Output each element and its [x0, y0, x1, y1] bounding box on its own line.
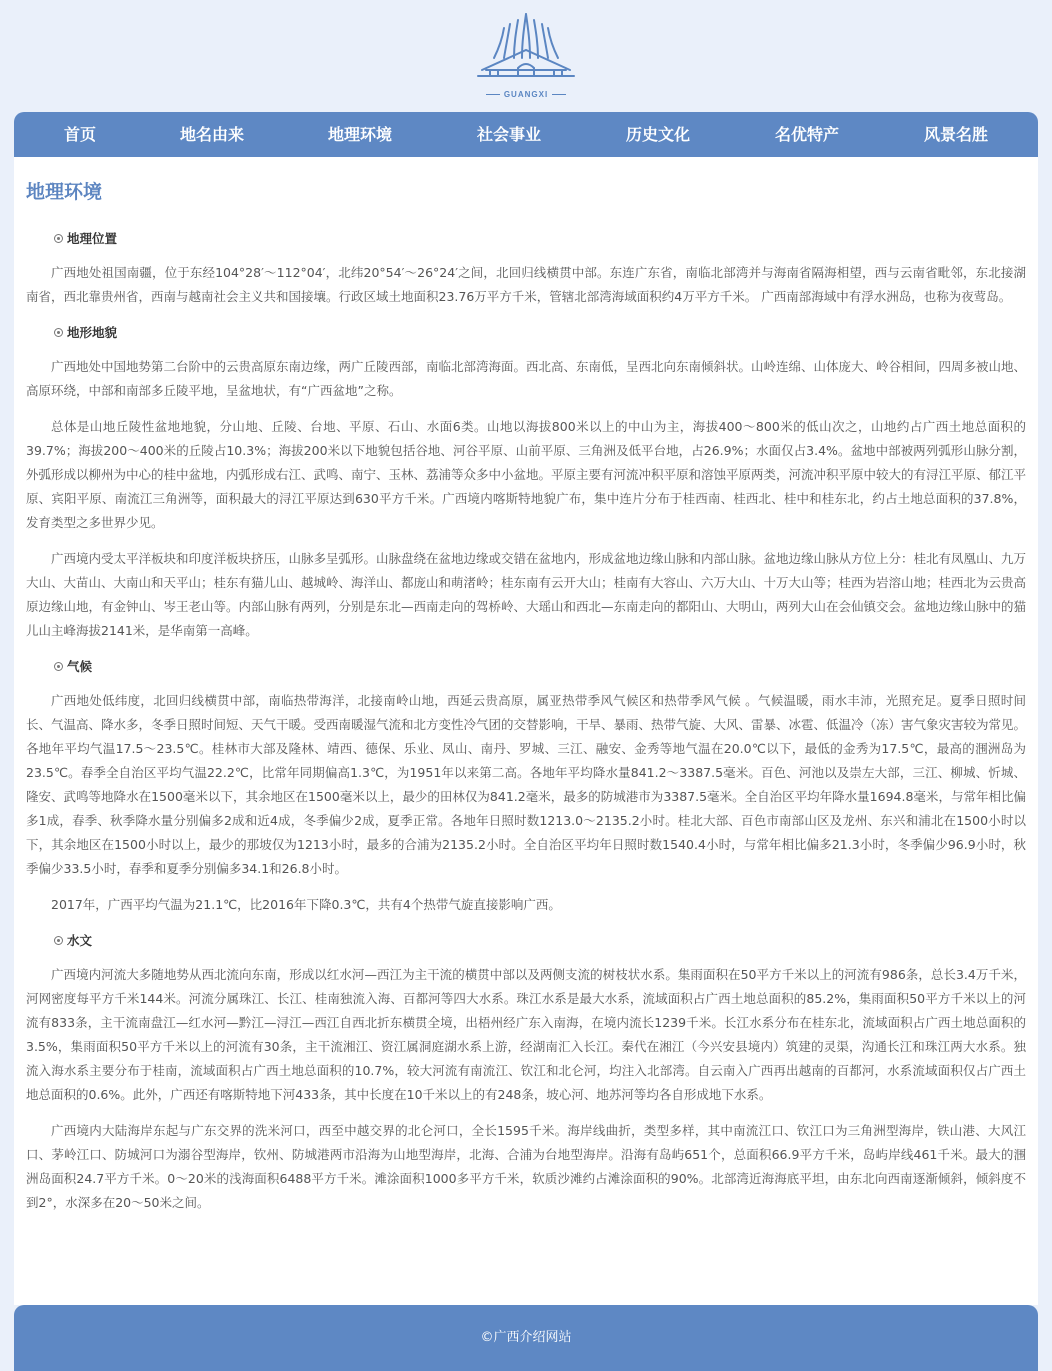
section-terrain: [26, 321, 1026, 643]
footer: [14, 1305, 1038, 1371]
paragraph: 广西境内河流大多随地势从西北流向东南，形成以红水河—西江为主干流的横贯中部以及两侧支流的树枝状水系。集雨面积在50平方千米以上的河流有986条，总长3.4万千米，河网密度每平方千米144米。河流分属珠江、长江、桂南独流入海、百都河等四大水系。珠江水系是最大水系，流域面积占广西土地总面积的85.2%，集雨面积50平方千米以上的河流有833条，主干流南盘江—红水河—黔江—浔江—西江自西北折东横贯全境，出梧州经广东入南海，在境内流长1239千米。长江水系分布在桂东北，流域面积占广西土地总面积的3.5%，集雨面积50平方千米以上的河流有30条，主干流湘江、资江属洞庭湖水系上游，经湖南汇入长江。秦代在湘江（今兴安县境内）筑建的灵渠，沟通长江和珠江两大水系。独流入海水系主要分布于桂南，流域面积占广西土地总面积的10.7%，较大河流有南流江、钦江和北仑河，均注入北部湾。自云南入广西再出越南的百都河，水系流域面积仅占广西土地总面积的0.6%。此外，广西还有喀斯特地下河433条，其中长度在10千米以上的有248条，坡心河、地苏河等均各自形成地下水系。: [26, 967, 1026, 1102]
section-location: [26, 227, 1026, 309]
logo-line-right: [552, 94, 566, 95]
section-title: [54, 321, 1026, 345]
nav-item-geography[interactable]: 地理环境: [327, 125, 392, 144]
logo-text: [474, 90, 578, 99]
bullet-icon: [54, 234, 63, 243]
main-content: [14, 157, 1038, 1305]
paragraph: 2017年，广西平均气温为21.1℃，比2016年下降0.3℃，共有4个热带气旋直接影响广西。: [51, 897, 561, 912]
guangxi-logo[interactable]: [474, 10, 578, 100]
paragraph: 广西境内受太平洋板块和印度洋板块挤压，山脉多呈弧形。山脉盘绕在盆地边缘或交错在盆地内，形成盆地边缘山脉和内部山脉。盆地边缘山脉从方位上分：桂北有凤凰山、九万大山、大苗山、大南山和天平山；桂东有猫儿山、越城岭、海洋山、都庞山和萌渚岭；桂东南有云开大山；桂南有大容山、六万大山、十万大山等；桂西为岩溶山地；桂西北为云贵高原边缘山地，有金钟山、岑王老山等。内部山脉有两列，分别是东北—西南走向的驾桥岭、大瑶山和西北—东南走向的都阳山、大明山，两列大山在会仙镇交会。盆地边缘山脉中的猫儿山主峰海拔2141米，是华南第一高峰。: [26, 551, 1027, 638]
main-nav: [14, 112, 1038, 157]
logo-line-left: [486, 94, 500, 95]
nav-item-society[interactable]: 社会事业: [476, 125, 541, 144]
bullet-icon: [54, 328, 63, 337]
section-title: [54, 655, 1026, 679]
bullet-icon: [54, 662, 63, 671]
section-title: [54, 929, 1026, 953]
section-climate: [26, 655, 1026, 917]
nav-item-specialties[interactable]: 名优特产: [774, 125, 839, 144]
paragraph: 广西地处低纬度，北回归线横贯中部，南临热带海洋，北接南岭山地，西延云贵高原，属亚热带季风气候区和热带季风气候 。气候温暖，雨水丰沛，光照充足。夏季日照时间长、气温高、降水多，冬季日照时间短、天气干暖。受西南暖湿气流和北方变性冷气团的交替影响，干旱、暴雨、热带气旋、大风、雷暴、冰雹、低温冷（冻）害气象灾害较为常见。各地年平均气温17.5～23.5℃。桂林市大部及隆林、靖西、德保、乐业、凤山、南丹、罗城、三江、融安、金秀等地气温在20.0℃以下，最低的金秀为17.5℃，最高的涠洲岛为23.5℃。春季全自治区平均气温22.2℃，比常年同期偏高1.3℃，为1951年以来第二高。各地年平均降水量841.2～3387.5毫米。百色、河池以及崇左大部，三江、柳城、忻城、隆安、武鸣等地降水在1500毫米以下，其余地区在1500毫米以上，最少的田林仅为841.2毫米，最多的防城港市为3387.5毫米。全自治区平均年降水量1694.8毫米，与常年相比偏多1成，春季、秋季降水量分别偏多2成和近4成，冬季偏少2成，夏季正常。各地年日照时数1213.0～2135.2小时。桂北大部、百色市南部山区及龙州、东兴和浦北在1500小时以下，其余地区在1500小时以上，最少的那坡仅为1213小时，最多的合浦为2135.2小时。全自治区平均年日照时数1540.4小时，与常年相比偏多21.3小时，冬季偏少96.9小时，秋季偏少33.5小时，春季和夏季分别偏多34.1和26.8小时。: [26, 693, 1027, 876]
nav-item-history[interactable]: 历史文化: [625, 125, 690, 144]
section-title: [54, 227, 1026, 251]
paragraph: 广西地处祖国南疆，位于东经104°28′～112°04′，北纬20°54′～26°24′之间，北回归线横贯中部。东连广东省，南临北部湾并与海南省隔海相望，西与云南省毗邻，东北接湖南省，西北靠贵州省，西南与越南社会主义共和国接壤。行政区域土地面积23.76万平方千米，管辖北部湾海域面积约4万平方千米。 广西南部海域中有浮水洲岛，也称为夜莺岛。: [26, 265, 1026, 304]
logo-word: GUANGXI: [503, 90, 549, 99]
section-title-text: 气候: [67, 659, 93, 674]
section-title-text: 地理位置: [67, 231, 118, 246]
page-title: 地理环境: [26, 181, 103, 203]
nav-item-name-origin[interactable]: 地名由来: [179, 125, 244, 144]
paragraph: 广西境内大陆海岸东起与广东交界的洗米河口，西至中越交界的北仑河口，全长1595千米。海岸线曲折，类型多样，其中南流江口、钦江口为三角洲型海岸，铁山港、大风江口、茅岭江口、防城河口为溺谷型海岸，钦州、防城港两市沿海为山地型海岸，北海、合浦为台地型海岸。沿海有岛屿651个，总面积66.9平方千米，岛屿岸线461千米。最大的涠洲岛面积24.7平方千米。0～20米的浅海面积6488平方千米。滩涂面积1000多平方千米，软质沙滩约占滩涂面积的90%。北部湾近海海底平坦，由东北向西南逐渐倾斜，倾斜度不到2°，水深多在20～50米之间。: [26, 1123, 1026, 1210]
nav-item-home[interactable]: 首页: [63, 125, 96, 144]
paragraph: 广西地处中国地势第二台阶中的云贵高原东南边缘，两广丘陵西部，南临北部湾海面。西北高、东南低，呈西北向东南倾斜状。山岭连绵、山体庞大、岭谷相间，四周多被山地、高原环绕，中部和南部多丘陵平地，呈盆地状，有“广西盆地”之称。: [26, 359, 1027, 398]
copyright-text: ©广西介绍网站: [480, 1330, 572, 1345]
section-title-text: 地形地貌: [67, 325, 118, 340]
section-title-text: 水文: [67, 933, 93, 948]
section-hydrology: [26, 929, 1026, 1215]
paragraph: 总体是山地丘陵性盆地地貌，分山地、丘陵、台地、平原、石山、水面6类。山地以海拔800米以上的中山为主，海拔400～800米的低山次之，山地约占广西土地总面积的39.7%；海拔200～400米的丘陵占10.3%；海拔200米以下地貌包括谷地、河谷平原、山前平原、三角洲及低平台地，占26.9%；水面仅占3.4%。盆地中部被两列弧形山脉分割，外弧形成以柳州为中心的桂中盆地，内弧形成右江、武鸣、南宁、玉林、荔浦等众多中小盆地。平原主要有河流冲积平原和溶蚀平原两类，河流冲积平原中较大的有浔江平原、郁江平原、宾阳平原、南流江三角洲等，面积最大的浔江平原达到630平方千米。广西境内喀斯特地貌广布，集中连片分布于桂西南、桂西北、桂中和桂东北，约占土地总面积的37.8%，发育类型之多世界少见。: [26, 419, 1027, 530]
bullet-icon: [54, 936, 63, 945]
nav-item-scenery[interactable]: 风景名胜: [923, 125, 988, 144]
building-logo-icon: [474, 10, 578, 90]
